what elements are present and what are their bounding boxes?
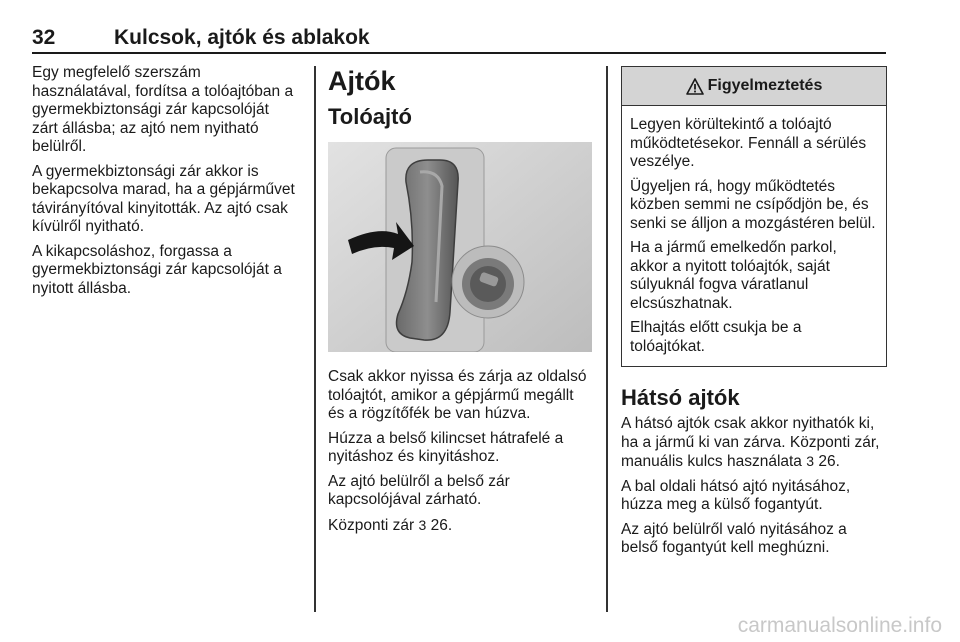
warning-triangle-icon [686, 78, 704, 95]
paragraph: A gyermekbiztonsági zár akkor is bekapcsolva marad, ha a gépjárművet távirányítóval kinyitották. Az ajtó csak kívülről nyitható. [32, 162, 295, 235]
paragraph: Csak akkor nyissa és zárja az oldalsó tolóajtót, amikor a gépjármű megállt és a rögzítőfék be van húzva. [328, 368, 587, 422]
warning-paragraph: Elhajtás előtt csukja be a tolóajtókat. [630, 319, 802, 355]
reference-page: 26. [818, 453, 840, 470]
header-rule [32, 52, 886, 54]
section-heading: Ajtók [328, 66, 396, 96]
warning-body [622, 106, 886, 366]
paragraph: Húzza a belső kilincset hátrafelé a nyitáshoz és kinyitáshoz. [328, 429, 564, 465]
warning-box [621, 66, 887, 367]
paragraph: Az ajtó belülről a belső zár kapcsolójával zárható. [328, 472, 510, 508]
page-header [32, 26, 886, 52]
warning-header [622, 67, 886, 106]
paragraph: A bal oldali hátsó ajtó nyitásához, húzza meg a külső fogantyút. [621, 477, 851, 513]
subsection-heading: Tolóajtó [328, 104, 412, 129]
paragraph: Egy megfelelő szerszám használatával, fordítsa a tolóajtóban a gyermekbiztonsági zár kapcsolóját zárt állásba; az ajtó nem nyitható belülről. [32, 64, 294, 155]
chapter-title: Kulcsok, ajtók és ablakok [114, 26, 370, 49]
paragraph: Az ajtó belülről való nyitásához a belső fogantyút kell meghúzni. [621, 520, 847, 556]
section-heading-rear-doors: Hátsó ajtók [621, 385, 740, 410]
reference-page: 26. [430, 516, 453, 534]
column-left [32, 64, 298, 304]
paragraph: A hátsó ajtók csak akkor nyithatók ki, ha a jármű ki van zárva. Központi zár, manuális kulcs használata 3 26. [621, 415, 880, 470]
warning-paragraph: Ügyeljen rá, hogy működtetés közben semmi ne csípődjön be, és senki se álljon a mozgástéren belül. [630, 177, 876, 232]
column-right [621, 64, 887, 564]
sliding-door-handle-photo [328, 142, 592, 352]
cross-reference: Központi zár 3 26. [328, 516, 453, 534]
reference-arrow-icon: 3 [418, 516, 427, 533]
watermark: carmanualsonline.info [737, 614, 942, 637]
reference-arrow-icon: 3 [806, 453, 815, 469]
column-middle [328, 64, 592, 541]
column-divider-1 [314, 66, 316, 612]
warning-title: Figyelmeztetés [707, 76, 823, 94]
warning-paragraph: Legyen körültekintő a tolóajtó működtetésekor. Fennáll a sérülés veszélye. [630, 116, 867, 170]
paragraph: A kikapcsoláshoz, forgassa a gyermekbiztonsági zár kapcsolóját a nyitott állásba. [32, 242, 282, 297]
warning-paragraph: Ha a jármű emelkedőn parkol, akkor a nyitott tolóajtók, saját súlyuknál fogva váratlanul elcsúszhatnak. [630, 239, 837, 312]
column-divider-2 [606, 66, 608, 612]
page-number: 32 [32, 26, 56, 49]
